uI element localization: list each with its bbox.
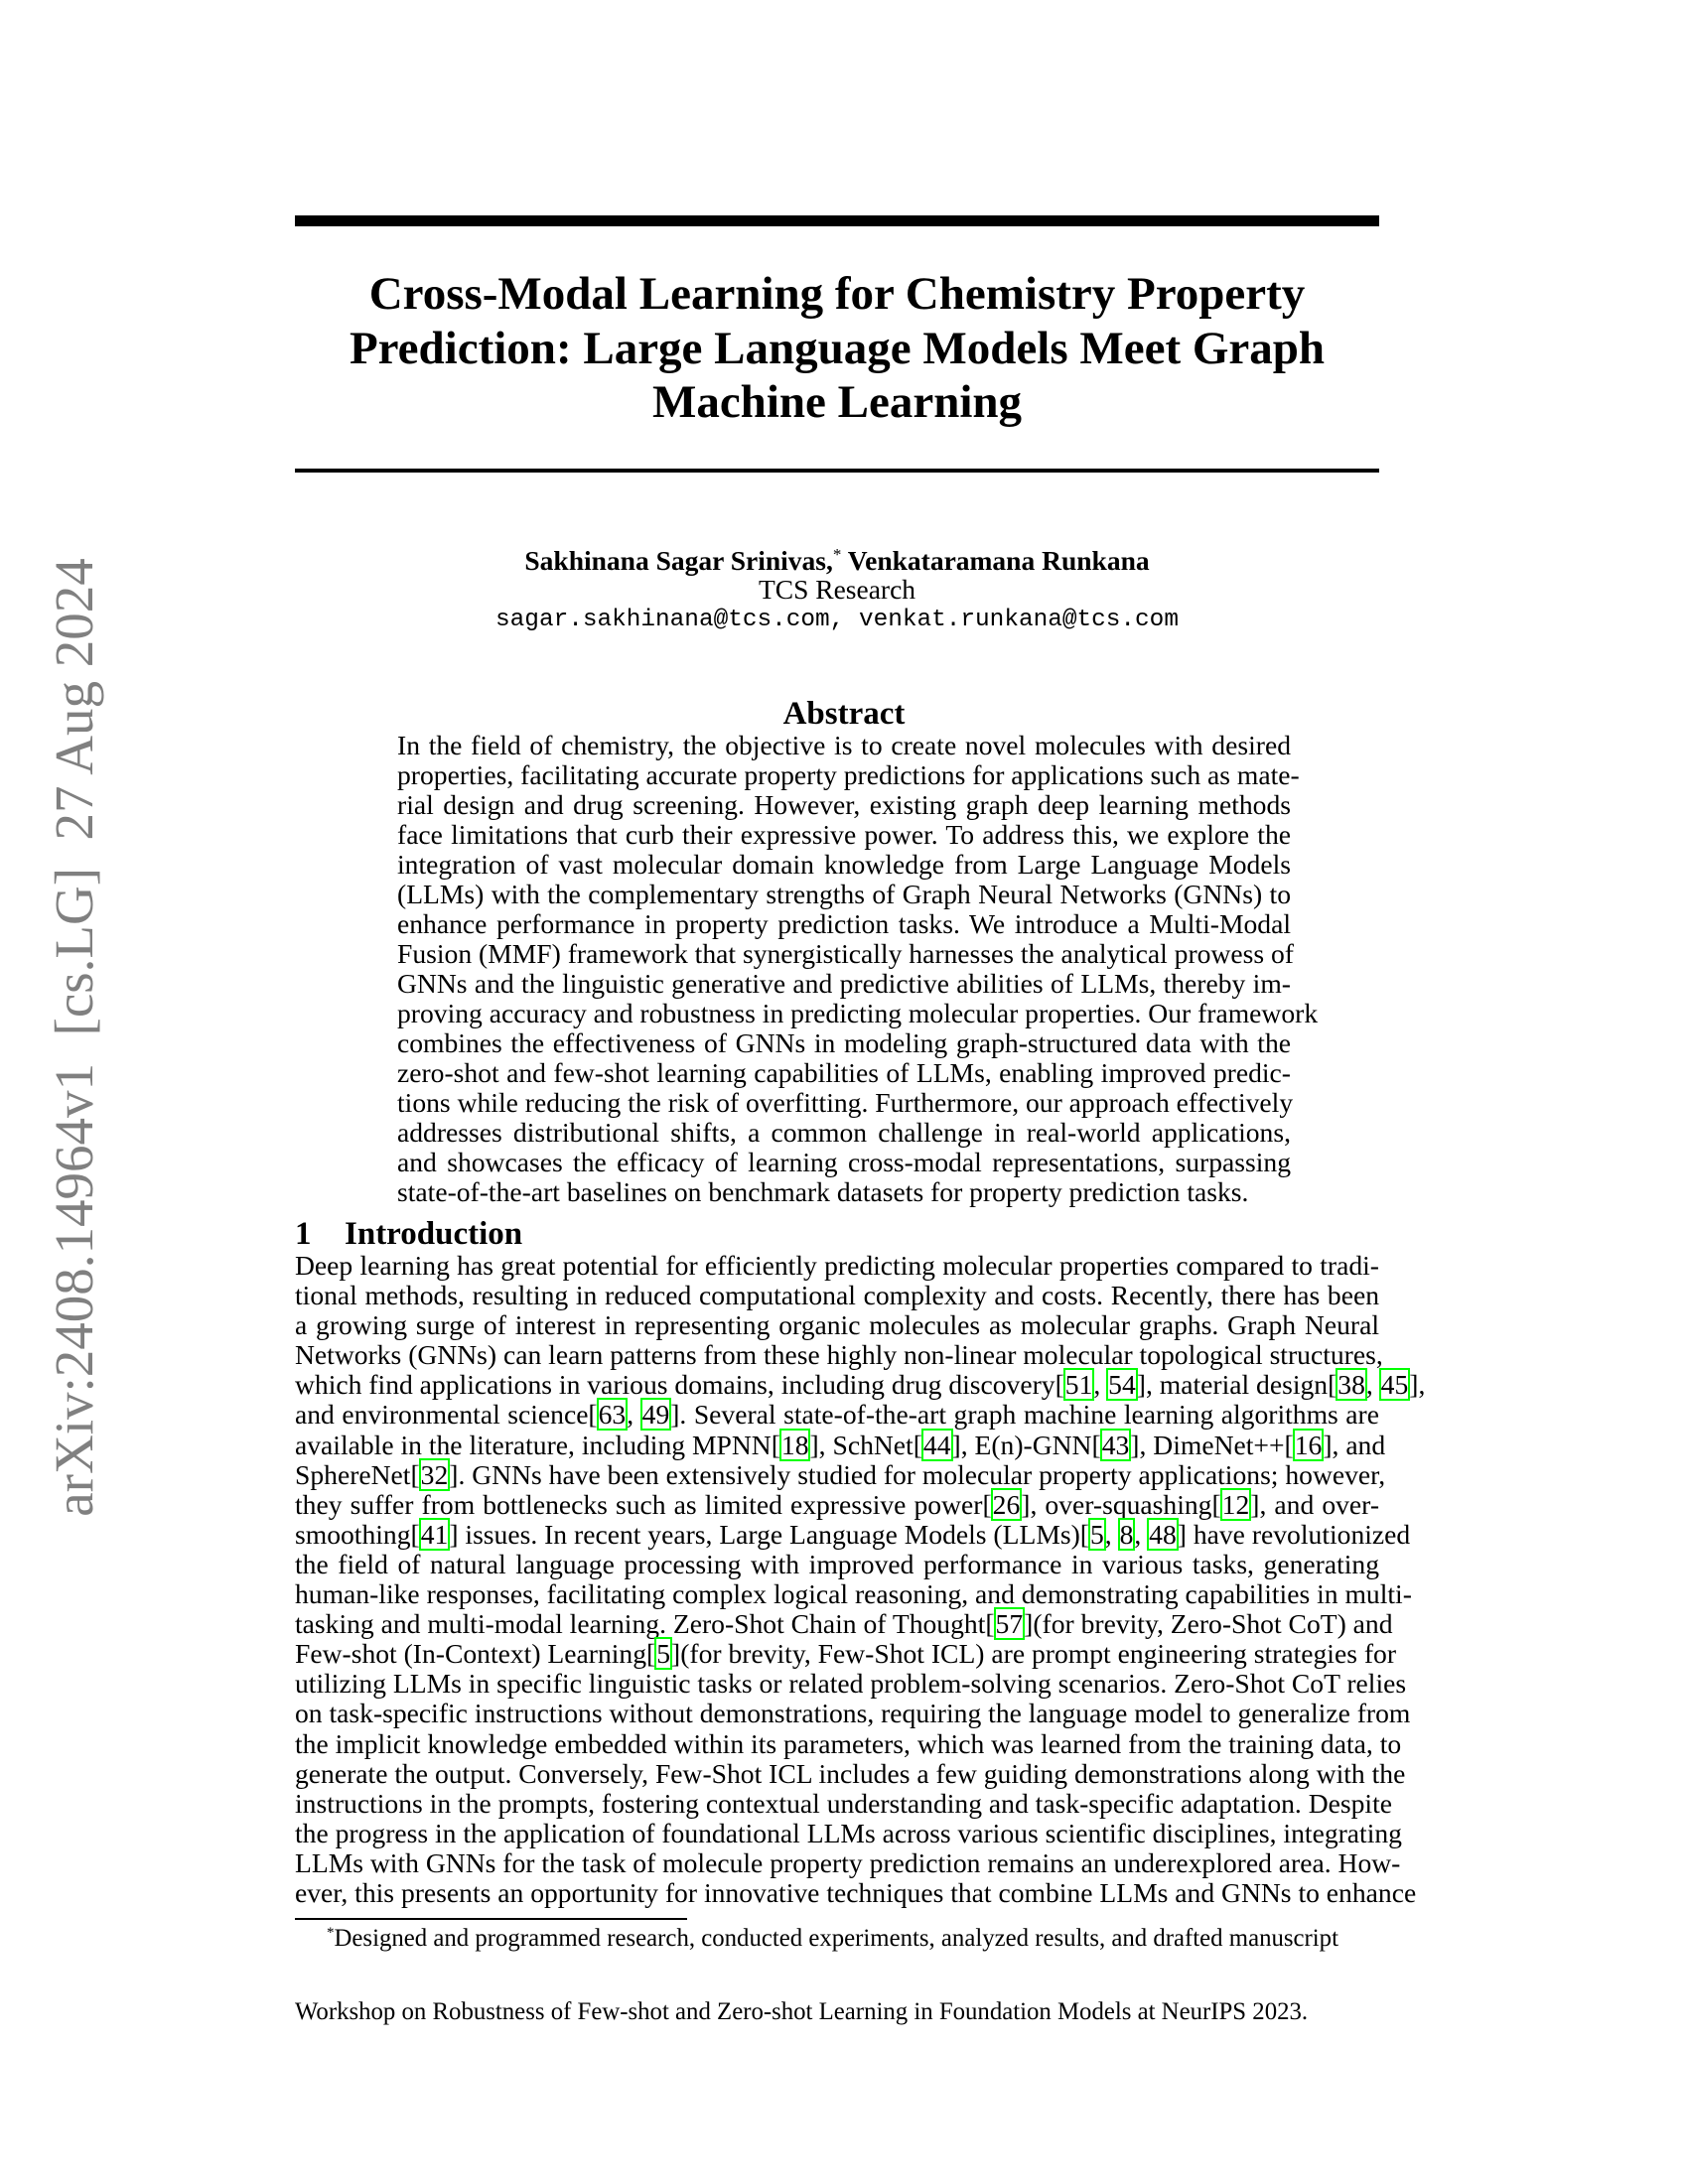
abstract-line: GNNs and the linguistic generative and predictive abilities of LLMs, thereby im- (397, 968, 1291, 999)
citation-link[interactable]: 38 (1337, 1369, 1365, 1401)
citation-link[interactable]: 41 (420, 1518, 449, 1550)
introduction-line: instructions in the prompts, fostering contextual understanding and task-specific adaptation. Despite (295, 1787, 1393, 1819)
abstract-line: enhance performance in property prediction tasks. We introduce a Multi-Modal (397, 908, 1291, 939)
introduction-line: human-like responses, facilitating complex logical reasoning, and demonstrating capabilities in multi- (295, 1578, 1412, 1610)
section-heading-introduction (295, 1215, 522, 1253)
introduction-line: tional methods, resulting in reduced computational complexity and costs. Recently, there has been (295, 1280, 1379, 1311)
abstract-line: (LLMs) with the complementary strengths of Graph Neural Networks (GNNs) to (397, 879, 1291, 909)
title-line: Cross-Modal Learning for Chemistry Property (368, 268, 1306, 320)
arxiv-identifier-stamp: arXiv:2408.14964v1 [cs.LG] 27 Aug 2024 (44, 558, 104, 1517)
abstract-line: proving accuracy and robustness in predicting molecular properties. Our framework (397, 998, 1319, 1028)
introduction-line: Networks (GNNs) can learn patterns from these highly non-linear molecular topological structures, (295, 1339, 1383, 1371)
paper-title (295, 267, 1379, 430)
title-line: Machine Learning (651, 376, 1023, 428)
introduction-line: Few-shot (In-Context) Learning[5](for brevity, Few-Shot ICL) are prompt engineering strategies for (295, 1638, 1397, 1670)
abstract-body (397, 730, 1319, 1207)
citation-link[interactable]: 16 (1294, 1429, 1323, 1460)
introduction-line: ever, this presents an opportunity for innovative techniques that combine LLMs and GNNs to enhance (295, 1876, 1417, 1908)
citation-link[interactable]: 43 (1101, 1429, 1130, 1460)
introduction-line: tasking and multi-modal learning. Zero-Shot Chain of Thought[57](for brevity, Zero-Shot CoT) and (295, 1608, 1393, 1640)
citation-link[interactable]: 12 (1221, 1488, 1250, 1520)
author-emails: sagar.sakhinana@tcs.com, venkat.runkana@tcs.com (495, 607, 1179, 633)
footnote-text: Designed and programmed research, conducted experiments, analyzed results, and drafted manuscript (334, 1925, 1338, 1952)
introduction-line: SphereNet[32]. GNNs have been extensively studied for molecular property applications; however, (295, 1458, 1386, 1490)
citation-link[interactable]: 18 (780, 1429, 809, 1460)
author-name: Venkataramana Runkana (847, 545, 1150, 576)
introduction-body (295, 1250, 1426, 1908)
abstract-line: In the field of chemistry, the objective is to create novel molecules with desired (397, 730, 1291, 760)
abstract-line: rial design and drug screening. However, existing graph deep learning methods (397, 789, 1291, 820)
citation-link[interactable]: 45 (1380, 1369, 1409, 1401)
citation-link[interactable]: 44 (922, 1429, 951, 1460)
citation-link[interactable]: 5 (1089, 1518, 1104, 1550)
title-top-rule (295, 215, 1379, 226)
abstract-line: integration of vast molecular domain knowledge from Large Language Models (397, 849, 1291, 880)
section-title: Introduction (345, 1216, 523, 1252)
citation-link[interactable]: 57 (995, 1608, 1024, 1640)
introduction-line: generate the output. Conversely, Few-Shot ICL includes a few guiding demonstrations along with the (295, 1757, 1406, 1789)
introduction-line: utilizing LLMs in specific linguistic tasks or related problem-solving scenarios. Zero-Shot CoT relies (295, 1668, 1407, 1700)
citation-link[interactable]: 26 (992, 1488, 1021, 1520)
abstract-line: Fusion (MMF) framework that synergistically harnesses the analytical prowess of (397, 938, 1294, 969)
citation-link[interactable]: 51 (1064, 1369, 1093, 1401)
introduction-line: a growing surge of interest in representing organic molecules as molecular graphs. Graph Neural (295, 1309, 1379, 1341)
abstract-line: face limitations that curb their expressive power. To address this, we explore the (397, 819, 1291, 850)
introduction-line: and environmental science[63, 49]. Several state-of-the-art graph machine learning algorithms are (295, 1399, 1379, 1431)
introduction-line: the implicit knowledge embedded within its parameters, which was learned from the training data, to (295, 1727, 1402, 1759)
introduction-line: LLMs with GNNs for the task of molecule property prediction remains an underexplored area. How- (295, 1846, 1401, 1878)
footnote-mark[interactable]: * (832, 545, 842, 564)
citation-link[interactable]: 8 (1119, 1518, 1134, 1550)
abstract-line: state-of-the-art baselines on benchmark datasets for property prediction tasks. (397, 1176, 1249, 1207)
author-list (295, 545, 1379, 577)
section-number: 1 (295, 1216, 312, 1252)
citation-link[interactable]: 49 (641, 1399, 670, 1431)
citation-link[interactable]: 63 (598, 1399, 627, 1431)
abstract-line: tions while reducing the risk of overfitting. Furthermore, our approach effectively (397, 1087, 1294, 1118)
title-bottom-rule (295, 469, 1379, 473)
citation-link[interactable]: 32 (420, 1458, 449, 1490)
citation-link[interactable]: 54 (1108, 1369, 1136, 1401)
introduction-line: available in the literature, including MPNN[18], SchNet[44], E(n)-GNN[43], DimeNet++[16], and (295, 1429, 1386, 1460)
abstract-heading: Abstract (782, 696, 906, 732)
footnote-mark: * (327, 1925, 335, 1941)
author-name: Sakhinana Sagar Srinivas, (524, 545, 833, 576)
abstract-line: addresses distributional shifts, a common challenge in real-world applications, (397, 1117, 1291, 1148)
abstract-line: combines the effectiveness of GNNs in modeling graph-structured data with the (397, 1027, 1291, 1058)
abstract-line: properties, facilitating accurate property predictions for applications such as mate- (397, 759, 1300, 790)
introduction-line: the field of natural language processing with improved performance in various tasks, generating (295, 1548, 1379, 1579)
abstract-line: and showcases the efficacy of learning cross-modal representations, surpassing (397, 1147, 1291, 1177)
abstract-line: zero-shot and few-shot learning capabilities of LLMs, enabling improved predic- (397, 1057, 1291, 1088)
introduction-line: on task-specific instructions without demonstrations, requiring the language model to generalize from (295, 1698, 1411, 1729)
introduction-line: they suffer from bottlenecks such as limited expressive power[26], over-squashing[12], and over- (295, 1488, 1380, 1520)
venue-note: Workshop on Robustness of Few-shot and Zero-shot Learning in Foundation Models at NeurIPS 2023. (295, 1998, 1309, 2025)
introduction-line: the progress in the application of foundational LLMs across various scientific disciplines, integrating (295, 1817, 1402, 1848)
affiliation: TCS Research (758, 574, 916, 605)
footnote-rule (295, 1918, 687, 1920)
footnote (327, 1924, 1338, 1954)
introduction-line: Deep learning has great potential for efficiently predicting molecular properties compared to tradi- (295, 1250, 1379, 1281)
title-line: Prediction: Large Language Models Meet Graph (349, 322, 1326, 374)
citation-link[interactable]: 48 (1149, 1518, 1177, 1550)
introduction-line: which find applications in various domains, including drug discovery[51, 54], material design[38, 45], (295, 1369, 1426, 1401)
citation-link[interactable]: 5 (656, 1638, 671, 1670)
introduction-line: smoothing[41] issues. In recent years, Large Language Models (LLMs)[5, 8, 48] have revolutionized (295, 1518, 1411, 1550)
